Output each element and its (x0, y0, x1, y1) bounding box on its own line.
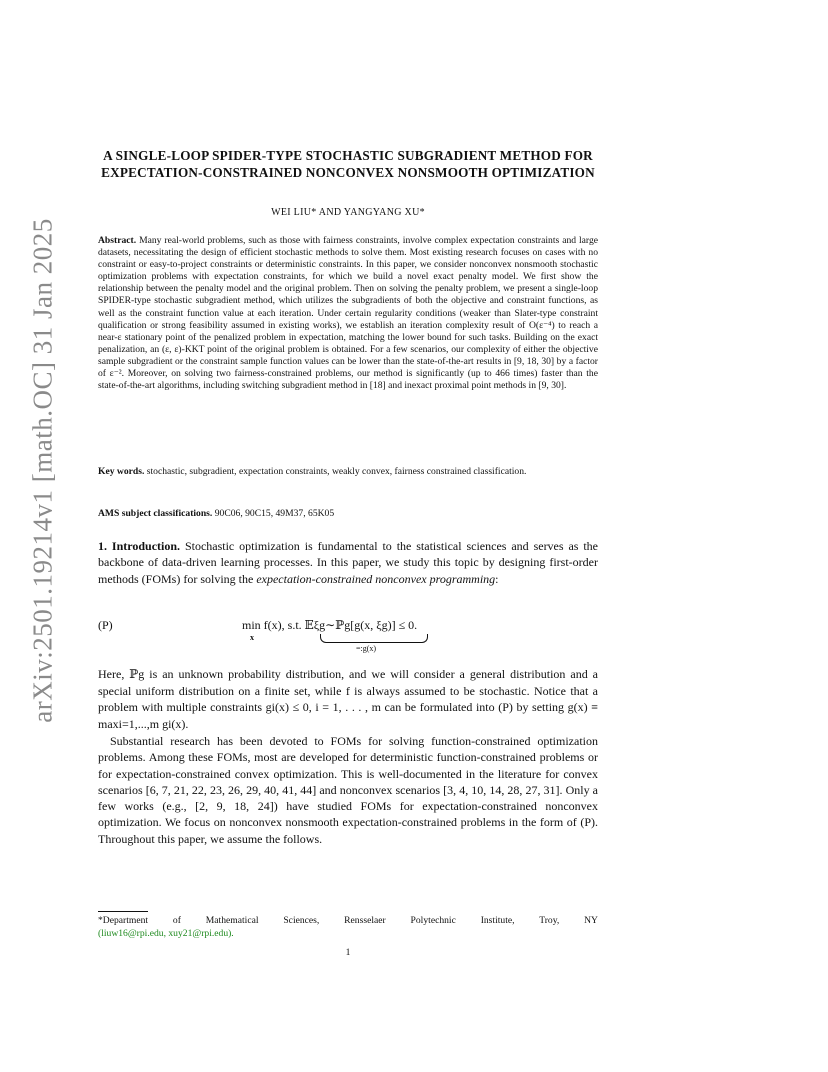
keywords-text: stochastic, subgradient, expectation constraints, weakly convex, fairness constrained classification. (146, 466, 527, 477)
intro-text-2: : (495, 571, 499, 586)
footnote-rule (98, 911, 148, 912)
abstract (98, 235, 598, 392)
page-number: 1 (345, 947, 351, 958)
arxiv-id: arXiv:2501.19214v1 [math.OC] 31 Jan 2025 (27, 217, 58, 723)
problem-equation (98, 612, 598, 656)
footnote (98, 914, 598, 940)
equation-min-subscript: x (250, 633, 254, 642)
ams-label: AMS subject classifications. (98, 508, 213, 519)
paper-title: A SINGLE-LOOP SPIDER-TYPE STOCHASTIC SUBGRADIENT METHOD FOR EXPECTATION-CONSTRAINED NONCONVEX NONSMOOTH OPTIMIZATION (101, 148, 595, 180)
keywords (98, 466, 598, 478)
post-equation-paragraph: Here, ℙg is an unknown probability distribution, and we will consider a general distribution and a special uniform distribution on a finite set, while f is always assumed to be stochastic. Notice that a problem with multiple constraints gi(x) ≤ 0, i = 1, . . . , m can be formulated into (P) by setting g(x) ≡ maxi=1,...,m gi(x). (98, 667, 598, 731)
abstract-text: Many real-world problems, such as those with fairness constraints, involve complex expectation constraints and large datasets, necessitating the design of efficient stochastic methods to solve them. Most existing research focuses on cases with no constraint or easy-to-project constraints or deterministic constraints. In this paper, we consider nonconvex nonsmooth stochastic optimization problems with expectation constraints, for which we build a novel exact penalty model. We first show the relationship between the penalty model and the original problem. Then on solving the penalty problem, we present a single-loop SPIDER-type stochastic subgradient method, which utilizes the subgradients of both the objective and constraint functions, as well as the constraint function value at each iteration. Under certain regularity conditions (weaker than Slater-type constraint qualification or strong feasibility assumed in existing works), we establish an iteration complexity result of O(ε⁻⁴) to reach a near-ε stationary point of the penalized problem in expectation, matching the lower bound for such tasks. Building on the exact penalization, an (ε, ε)-KKT point of the original problem is obtained. For a few scenarios, our complexity of either the objective sample subgradient or the constraint sample function values can be lower than the state-of-the-art results in [9, 18, 30] by a factor of ε⁻². Moreover, on solving two fairness-constrained problems, our method is significantly (up to 466 times) faster than the state-of-the-art algorithms, including switching subgradient method in [18] and inexact proximal point methods in [9, 30]. (98, 235, 598, 392)
equation-underbrace-label: =:g(x) (356, 644, 377, 653)
intro-emphasis: expectation-constrained nonconvex programming (256, 571, 496, 586)
equation-body: min f(x), s.t. 𝔼ξg∼ℙg[g(x, ξg)] ≤ 0. (242, 618, 418, 632)
ams-classifications (98, 508, 598, 520)
footnote-affiliation: *Department of Mathematical Sciences, Rensselaer Polytechnic Institute, Troy, NY (98, 915, 598, 926)
abstract-label: Abstract. (98, 235, 137, 246)
arxiv-sidebar-stamp (18, 217, 68, 723)
keywords-label: Key words. (98, 466, 145, 477)
ams-text: 90C06, 90C15, 49M37, 65K05 (214, 508, 335, 519)
paper-authors: WEI LIU* AND YANGYANG XU* (271, 207, 425, 218)
equation-underbrace (320, 634, 428, 643)
equation-tag: (P) (98, 618, 113, 632)
literature-paragraph: Substantial research has been devoted to FOMs for solving function-constrained optimization problems. Among these FOMs, most are developed for deterministic function-constrained problems or for expectation-constrained convex optimization. This is well-documented in the literature for convex scenarios [6, 7, 21, 22, 23, 26, 29, 40, 41, 44] and nonconvex scenarios [3, 4, 10, 14, 28, 27, 31]. Only a few works (e.g., [2, 9, 18, 24]) have studied FOMs for expectation-constrained nonconvex optimization. We focus on nonconvex nonsmooth expectation-constrained problems in the form of (P). Throughout this paper, we assume the follows. (98, 734, 598, 846)
footnote-emails[interactable]: (liuw16@rpi.edu, xuy21@rpi.edu). (98, 928, 234, 939)
introduction-paragraph (98, 538, 598, 587)
section-heading: 1. Introduction. (98, 539, 181, 553)
intro-text-1: Stochastic optimization is fundamental to the statistical sciences and serves as the backbone of data-driven learning processes. In this paper, we study this topic by designing first-order methods (FOMs) for solving the (98, 539, 599, 586)
